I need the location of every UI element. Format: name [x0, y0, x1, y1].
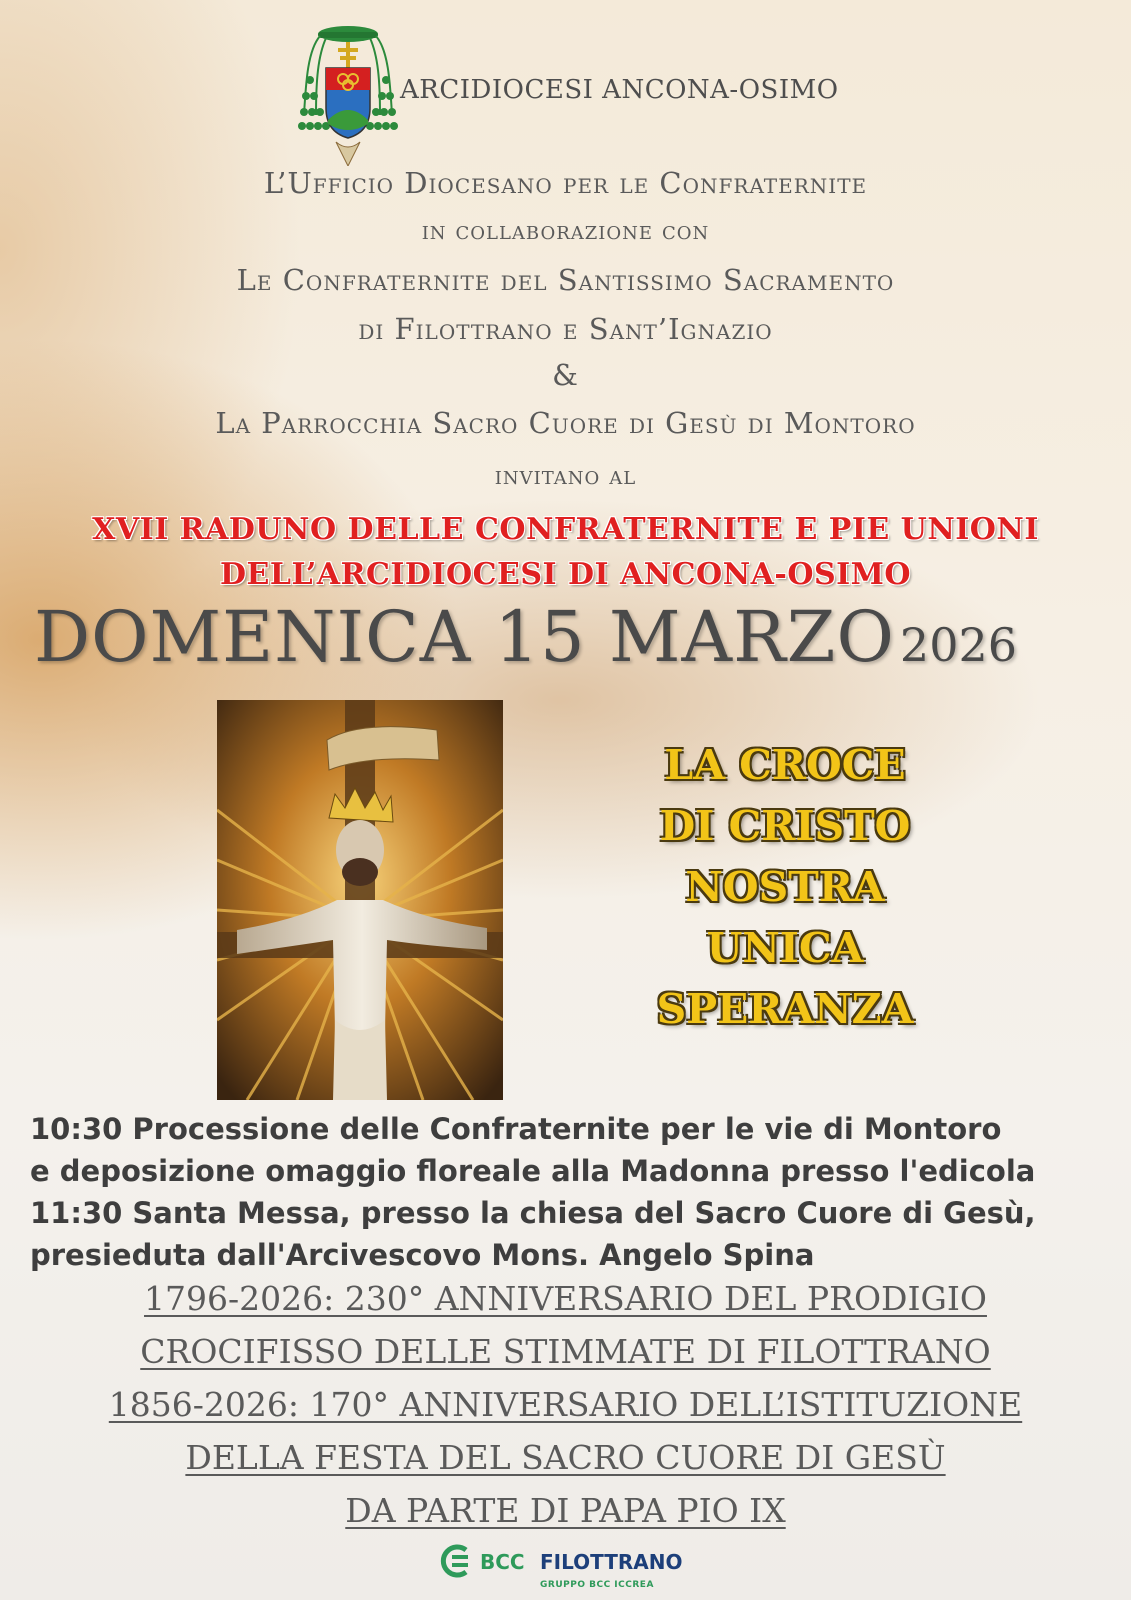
header-line-confraternities: Le Confraternite del Santissimo Sacramento	[236, 263, 895, 297]
anniversary-line: DELLA FESTA DEL SACRO CUORE DI GESÙ	[185, 1438, 946, 1477]
header-line-office: L’Ufficio Diocesano per le Confraternite	[263, 166, 868, 200]
header-line-ampersand: &	[552, 358, 579, 392]
anniversary-line: 1796-2026: 230° ANNIVERSARIO DEL PRODIGIO	[144, 1279, 987, 1318]
event-title-line1: XVII RADUNO DELLE CONFRATERNITE E PIE UNIONI	[92, 512, 1039, 547]
program-line: presieduta dall'Arcivescovo Mons. Angelo Spina	[30, 1238, 815, 1272]
sponsor-logo	[440, 1538, 700, 1596]
program-line: 10:30 Processione delle Confraternite per le vie di Montoro	[30, 1112, 1002, 1146]
motto-line: SPERANZA	[656, 985, 914, 1033]
archdiocese-crest-icon	[296, 20, 400, 166]
anniversaries	[0, 1272, 1131, 1537]
header-line-parish: La Parrocchia Sacro Cuore di Gesù di Montoro	[215, 406, 916, 440]
motto	[620, 735, 950, 1040]
motto-line: LA CROCE	[664, 741, 906, 789]
motto-line: UNICA	[706, 924, 864, 972]
program-line: e deposizione omaggio floreale alla Madonna presso l'edicola	[30, 1154, 1036, 1188]
crucifix-photo	[217, 700, 503, 1100]
motto-line: NOSTRA	[685, 863, 885, 911]
anniversary-line: CROCIFISSO DELLE STIMMATE DI FILOTTRANO	[140, 1332, 991, 1371]
header-line-invite: invitano al	[494, 461, 637, 490]
event-date-main: DOMENICA 15 MARZO	[34, 596, 895, 678]
event-title-line2: DELL’ARCIDIOCESI DI ANCONA-OSIMO	[219, 557, 912, 592]
anniversary-line: 1856-2026: 170° ANNIVERSARIO DELL’ISTITUZIONE	[108, 1385, 1023, 1424]
event-date-year: 2026	[899, 618, 1017, 672]
event-program	[30, 1108, 1110, 1276]
sponsor-group: GRUPPO BCC ICCREA	[540, 1580, 654, 1590]
sponsor-name: FILOTTRANO	[540, 1550, 683, 1574]
bcc-logo-icon	[440, 1544, 476, 1578]
event-date	[34, 596, 1017, 678]
program-line: 11:30 Santa Messa, presso la chiesa del Sacro Cuore di Gesù,	[30, 1196, 1036, 1230]
motto-line: DI CRISTO	[659, 802, 911, 850]
anniversary-line: DA PARTE DI PAPA PIO IX	[345, 1491, 786, 1530]
sponsor-bcc: BCC	[480, 1550, 525, 1574]
archdiocese-name: ARCIDIOCESI ANCONA-OSIMO	[400, 75, 839, 105]
header-line-collaboration: in collaborazione con	[421, 216, 710, 245]
header-line-towns: di Filottrano e Sant’Ignazio	[358, 312, 773, 346]
